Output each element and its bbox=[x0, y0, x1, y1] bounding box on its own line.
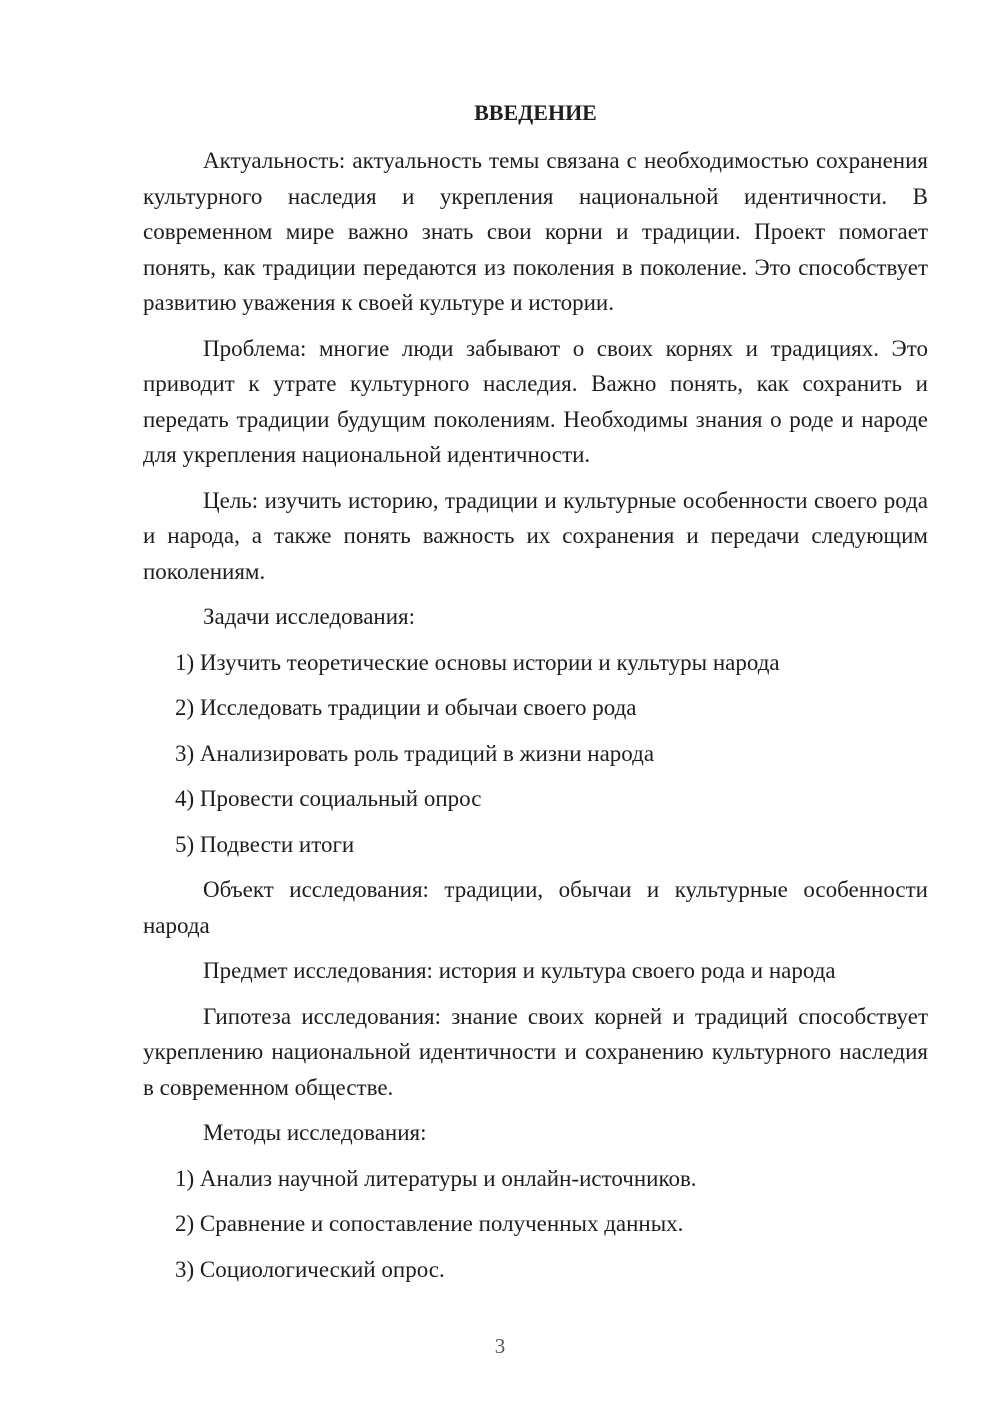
object-paragraph: Объект исследования: традиции, обычаи и культурные особенности народа bbox=[143, 877, 928, 938]
goal-paragraph: Цель: изучить историю, традиции и культурные особенности своего рода и народа, а также понять важность их сохранения и передачи следующим поколениям. bbox=[143, 487, 928, 584]
task-item: 1) Изучить теоретические основы истории и культуры народа bbox=[175, 649, 780, 675]
page-number: 3 bbox=[494, 1334, 506, 1358]
page-title: ВВЕДЕНИЕ bbox=[474, 100, 597, 125]
document-body bbox=[143, 93, 928, 1297]
task-item: 3) Анализировать роль традиций в жизни народа bbox=[175, 740, 655, 766]
subject-paragraph: Предмет исследования: история и культура своего рода и народа bbox=[203, 958, 836, 983]
method-item: 2) Сравнение и сопоставление полученных данных. bbox=[175, 1211, 684, 1236]
method-item: 1) Анализ научной литературы и онлайн-источников. bbox=[175, 1165, 697, 1191]
task-item: 5) Подвести итоги bbox=[175, 831, 355, 857]
problem-paragraph: Проблема: многие люди забывают о своих корнях и традициях. Это приводит к утрате культурного наследия. Важно понять, как сохранить и передать традиции будущим поколениям. Необходимы знания о роде и народе для укрепления национальной идентичности. bbox=[143, 335, 928, 467]
hypothesis-paragraph: Гипотеза исследования: знание своих корней и традиций способствует укреплению национальной идентичности и сохранению культурного наследия в современном обществе. bbox=[143, 1003, 928, 1100]
method-item: 3) Социологический опрос. bbox=[175, 1256, 445, 1282]
task-item: 4) Провести социальный опрос bbox=[175, 786, 482, 811]
methods-heading: Методы исследования: bbox=[203, 1120, 427, 1145]
actuality-paragraph: Актуальность: актуальность темы связана с необходимостью сохранения культурного наследия и укрепления национальной идентичности. В современном мире важно знать свои корни и традиции. Проект помогает понять, как традиции передаются из поколения в поколение. Это способствует развитию уважения к своей культуре и истории. bbox=[143, 148, 928, 315]
task-item: 2) Исследовать традиции и обычаи своего рода bbox=[175, 695, 637, 720]
tasks-heading: Задачи исследования: bbox=[203, 604, 416, 629]
